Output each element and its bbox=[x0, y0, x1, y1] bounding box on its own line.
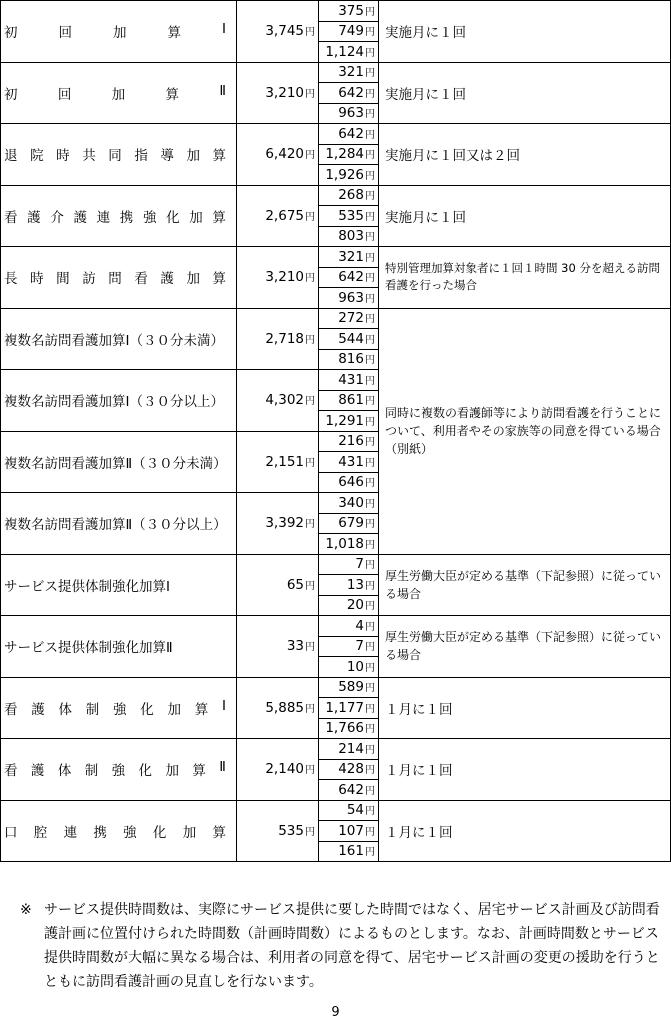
item-name-char: 化 bbox=[138, 763, 153, 780]
item-name-spread bbox=[4, 759, 236, 779]
yen-unit: 円 bbox=[365, 170, 375, 182]
sub-amount-value: 1,018 bbox=[325, 535, 364, 552]
unit-amount bbox=[237, 370, 319, 432]
yen-unit: 円 bbox=[365, 703, 375, 715]
sub-amount-value: 428 bbox=[338, 761, 364, 778]
sub-amount bbox=[319, 698, 379, 719]
item-name-char: 導 bbox=[160, 148, 174, 165]
sub-amount-value: 642 bbox=[338, 781, 364, 798]
item-name-char: 時 bbox=[30, 271, 44, 288]
item-name-char: 加 bbox=[111, 86, 126, 103]
yen-unit: 円 bbox=[305, 826, 315, 838]
sub-amount-value: 10 bbox=[346, 658, 364, 675]
sub-amount bbox=[319, 595, 379, 616]
yen-unit: 円 bbox=[365, 293, 375, 305]
sub-amount bbox=[319, 390, 379, 411]
yen-unit: 円 bbox=[365, 642, 375, 654]
amount-value: 2,140 bbox=[265, 761, 304, 778]
table-row bbox=[1, 800, 671, 821]
item-name-char: 回 bbox=[58, 25, 72, 42]
item-name-char: 加 bbox=[186, 271, 200, 288]
item-name bbox=[1, 185, 237, 247]
sub-amount bbox=[319, 554, 379, 575]
yen-unit: 円 bbox=[305, 27, 315, 39]
sub-amount-value: 1,926 bbox=[325, 166, 364, 183]
amount-value: 4,302 bbox=[265, 392, 304, 409]
item-note-text: １月に１回 bbox=[385, 763, 453, 780]
yen-unit: 円 bbox=[365, 457, 375, 469]
item-name bbox=[1, 62, 237, 124]
item-name-char: 訪 bbox=[82, 271, 96, 288]
sub-amount-value: 20 bbox=[346, 597, 364, 614]
sub-amount-value: 1,291 bbox=[325, 412, 364, 429]
sub-amount-value: 7 bbox=[355, 556, 364, 573]
item-name bbox=[1, 431, 237, 493]
item-name-char: 退 bbox=[4, 148, 18, 165]
amount-value: 33 bbox=[286, 638, 304, 655]
yen-unit: 円 bbox=[365, 621, 375, 633]
sub-amount bbox=[319, 616, 379, 637]
sub-amount-value: 340 bbox=[338, 494, 364, 511]
sub-amount-value: 431 bbox=[338, 371, 364, 388]
amount-value: 3,210 bbox=[265, 269, 304, 286]
item-name-char: 連 bbox=[96, 209, 111, 226]
item-name-char: 制 bbox=[85, 701, 100, 718]
yen-unit: 円 bbox=[365, 416, 375, 428]
item-note-text: 特別管理加算対象者に１回１時間 30 分を超える訪問看護を行った場合 bbox=[385, 261, 660, 293]
multi-visit-note bbox=[379, 308, 671, 554]
item-name-char: 加 bbox=[186, 148, 200, 165]
item-name-char: 算 bbox=[192, 763, 206, 780]
yen-unit: 円 bbox=[365, 150, 375, 162]
item-name-spread bbox=[4, 267, 236, 287]
item-name-char: 化 bbox=[166, 209, 180, 226]
yen-unit: 円 bbox=[365, 765, 375, 777]
item-name-text: 複数名訪問看護加算Ⅰ（３０分未満） bbox=[4, 332, 224, 349]
sub-amount bbox=[319, 841, 379, 862]
yen-unit: 円 bbox=[365, 355, 375, 367]
table-row bbox=[1, 554, 671, 575]
sub-amount bbox=[319, 472, 379, 493]
item-name-text: サービス提供体制強化加算Ⅰ bbox=[4, 578, 170, 595]
sub-amount bbox=[319, 657, 379, 678]
item-name-char: 院 bbox=[30, 148, 44, 165]
table-row bbox=[1, 124, 671, 145]
item-name-char: 回 bbox=[57, 86, 72, 103]
sub-amount-value: 963 bbox=[338, 105, 364, 122]
item-name bbox=[1, 493, 237, 555]
sub-amount-value: 268 bbox=[338, 187, 364, 204]
item-name-char: Ⅰ bbox=[222, 697, 226, 714]
yen-unit: 円 bbox=[365, 601, 375, 613]
yen-unit: 円 bbox=[305, 765, 315, 777]
unit-amount bbox=[237, 616, 319, 678]
sub-amount-value: 7 bbox=[355, 638, 364, 655]
sub-amount-value: 216 bbox=[338, 433, 364, 450]
sub-amount bbox=[319, 800, 379, 821]
sub-amount bbox=[319, 575, 379, 596]
yen-unit: 円 bbox=[365, 68, 375, 80]
item-name bbox=[1, 308, 237, 370]
sub-amount-value: 749 bbox=[338, 23, 364, 40]
yen-unit: 円 bbox=[365, 88, 375, 100]
sub-amount bbox=[319, 144, 379, 165]
item-name-char: 体 bbox=[57, 763, 72, 780]
sub-amount-value: 679 bbox=[338, 515, 364, 532]
sub-amount bbox=[319, 739, 379, 760]
yen-unit: 円 bbox=[365, 109, 375, 121]
amount-value: 3,210 bbox=[265, 84, 304, 101]
item-name-char: Ⅱ bbox=[219, 82, 226, 99]
sub-amount bbox=[319, 759, 379, 780]
item-note bbox=[379, 247, 671, 309]
table-row bbox=[1, 677, 671, 698]
multi-visit-note-text: 同時に複数の看護師等により訪問看護を行うことについて、利用者やその家族等の同意を得ている場合（別紙） bbox=[385, 406, 662, 456]
item-name-char: 間 bbox=[56, 271, 70, 288]
item-name-char: 加 bbox=[167, 701, 181, 718]
item-name-char: 強 bbox=[123, 824, 137, 841]
yen-unit: 円 bbox=[365, 498, 375, 510]
footnote bbox=[20, 898, 660, 994]
item-name-char: 加 bbox=[182, 824, 197, 841]
item-note-text: １月に１回 bbox=[385, 701, 453, 718]
yen-unit: 円 bbox=[305, 642, 315, 654]
item-name-char: 化 bbox=[140, 701, 154, 718]
item-name-char: 算 bbox=[212, 824, 226, 841]
item-name-text: 複数名訪問看護加算Ⅱ（３０分以上） bbox=[4, 517, 227, 534]
amount-value: 65 bbox=[286, 576, 304, 593]
yen-unit: 円 bbox=[305, 396, 315, 408]
item-name-char: Ⅰ bbox=[222, 21, 226, 38]
yen-unit: 円 bbox=[365, 232, 375, 244]
yen-unit: 円 bbox=[365, 662, 375, 674]
sub-amount bbox=[319, 329, 379, 350]
item-name bbox=[1, 616, 237, 678]
sub-amount bbox=[319, 21, 379, 42]
item-note-text: 実施月に１回又は２回 bbox=[385, 148, 520, 165]
sub-amount bbox=[319, 42, 379, 63]
unit-amount bbox=[237, 124, 319, 186]
yen-unit: 円 bbox=[365, 744, 375, 756]
item-name-char: 算 bbox=[194, 701, 209, 718]
item-name-spread bbox=[4, 206, 236, 226]
amount-value: 5,885 bbox=[265, 699, 304, 716]
sub-amount-value: 1,766 bbox=[325, 720, 364, 737]
sub-amount-value: 1,284 bbox=[325, 146, 364, 163]
yen-unit: 円 bbox=[365, 129, 375, 141]
item-name-spread bbox=[4, 144, 236, 164]
amount-value: 2,151 bbox=[265, 453, 304, 470]
sub-amount bbox=[319, 718, 379, 739]
item-note-text: 実施月に１回 bbox=[385, 25, 466, 42]
sub-amount-value: 1,177 bbox=[325, 699, 364, 716]
item-name bbox=[1, 677, 237, 739]
sub-amount-value: 375 bbox=[338, 2, 364, 19]
item-name bbox=[1, 800, 237, 862]
amount-value: 3,745 bbox=[265, 23, 304, 40]
item-name bbox=[1, 739, 237, 801]
item-name bbox=[1, 1, 237, 63]
yen-unit: 円 bbox=[365, 27, 375, 39]
sub-amount bbox=[319, 103, 379, 124]
amount-value: 2,718 bbox=[265, 330, 304, 347]
item-name-text: 複数名訪問看護加算Ⅱ（３０分未満） bbox=[4, 455, 227, 472]
item-name-char: 携 bbox=[119, 209, 134, 226]
item-note bbox=[379, 800, 671, 862]
item-note-text: 実施月に１回 bbox=[385, 86, 466, 103]
item-note bbox=[379, 185, 671, 247]
amount-value: 6,420 bbox=[265, 146, 304, 163]
unit-amount bbox=[237, 554, 319, 616]
item-name-char: 同 bbox=[108, 148, 122, 165]
item-note bbox=[379, 62, 671, 124]
yen-unit: 円 bbox=[365, 334, 375, 346]
unit-amount bbox=[237, 185, 319, 247]
yen-unit: 円 bbox=[365, 6, 375, 18]
item-name-char: 加 bbox=[165, 763, 179, 780]
item-note bbox=[379, 677, 671, 739]
yen-unit: 円 bbox=[365, 273, 375, 285]
item-name-spread bbox=[4, 698, 236, 718]
yen-unit: 円 bbox=[365, 519, 375, 531]
table-row bbox=[1, 185, 671, 206]
item-name-char: 口 bbox=[4, 824, 18, 841]
item-name-char: 護 bbox=[160, 271, 174, 288]
yen-unit: 円 bbox=[365, 252, 375, 264]
footnote-mark: ※ bbox=[20, 902, 32, 918]
item-name-spread bbox=[4, 21, 236, 41]
item-note-text: 厚生労働大臣が定める基準（下記参照）に従っている場合 bbox=[385, 630, 662, 663]
sub-amount bbox=[319, 165, 379, 186]
yen-unit: 円 bbox=[305, 334, 315, 346]
unit-amount bbox=[237, 739, 319, 801]
unit-amount bbox=[237, 62, 319, 124]
item-name-char: 加 bbox=[113, 25, 127, 42]
sub-amount-value: 816 bbox=[338, 351, 364, 368]
sub-amount bbox=[319, 185, 379, 206]
item-name-char: 腔 bbox=[33, 824, 48, 841]
item-name-text: 複数名訪問看護加算Ⅰ（３０分以上） bbox=[4, 394, 224, 411]
sub-amount-value: 963 bbox=[338, 289, 364, 306]
yen-unit: 円 bbox=[365, 396, 375, 408]
sub-amount-value: 161 bbox=[338, 843, 364, 860]
sub-amount bbox=[319, 1, 379, 22]
yen-unit: 円 bbox=[365, 806, 375, 818]
item-name-spread bbox=[4, 821, 236, 841]
yen-unit: 円 bbox=[365, 314, 375, 326]
sub-amount bbox=[319, 493, 379, 514]
sub-amount-value: 54 bbox=[346, 802, 364, 819]
sub-amount-value: 107 bbox=[338, 822, 364, 839]
unit-amount bbox=[237, 800, 319, 862]
sub-amount bbox=[319, 677, 379, 698]
amount-value: 535 bbox=[278, 822, 304, 839]
item-name-char: 加 bbox=[189, 209, 203, 226]
sub-amount bbox=[319, 62, 379, 83]
yen-unit: 円 bbox=[305, 580, 315, 592]
amount-value: 2,675 bbox=[265, 207, 304, 224]
yen-unit: 円 bbox=[365, 785, 375, 797]
unit-amount bbox=[237, 677, 319, 739]
unit-amount bbox=[237, 493, 319, 555]
item-name-char: 指 bbox=[134, 148, 148, 165]
yen-unit: 円 bbox=[365, 191, 375, 203]
yen-unit: 円 bbox=[365, 375, 375, 387]
item-name-char: 強 bbox=[113, 701, 127, 718]
table-row bbox=[1, 616, 671, 637]
sub-amount bbox=[319, 452, 379, 473]
yen-unit: 円 bbox=[365, 683, 375, 695]
fee-table-body bbox=[1, 1, 671, 862]
sub-amount-value: 642 bbox=[338, 269, 364, 286]
yen-unit: 円 bbox=[365, 437, 375, 449]
item-note-text: 実施月に１回 bbox=[385, 209, 466, 226]
sub-amount-value: 642 bbox=[338, 84, 364, 101]
table-row bbox=[1, 739, 671, 760]
item-name-char: Ⅱ bbox=[219, 759, 226, 776]
yen-unit: 円 bbox=[305, 211, 315, 223]
item-name-char: 共 bbox=[82, 148, 96, 165]
sub-amount-value: 4 bbox=[355, 617, 364, 634]
sub-amount-value: 861 bbox=[338, 392, 364, 409]
sub-amount-value: 214 bbox=[338, 740, 364, 757]
item-name-char: 看 bbox=[4, 763, 18, 780]
sub-amount bbox=[319, 83, 379, 104]
sub-amount bbox=[319, 308, 379, 329]
item-name bbox=[1, 370, 237, 432]
item-name-char: 体 bbox=[58, 701, 72, 718]
item-name-char: 連 bbox=[63, 824, 78, 841]
amount-value: 3,392 bbox=[265, 515, 304, 532]
yen-unit: 円 bbox=[365, 560, 375, 572]
table-row bbox=[1, 308, 671, 329]
item-name-char: 介 bbox=[50, 209, 64, 226]
sub-amount bbox=[319, 267, 379, 288]
item-name-char: 看 bbox=[4, 701, 18, 718]
sub-amount bbox=[319, 349, 379, 370]
item-name-char: 初 bbox=[4, 25, 18, 42]
yen-unit: 円 bbox=[365, 826, 375, 838]
item-name-char: 強 bbox=[111, 763, 126, 780]
item-note bbox=[379, 1, 671, 63]
item-name-char: 強 bbox=[142, 209, 157, 226]
item-name bbox=[1, 554, 237, 616]
sub-amount-value: 13 bbox=[346, 576, 364, 593]
yen-unit: 円 bbox=[365, 539, 375, 551]
sub-amount bbox=[319, 124, 379, 145]
yen-unit: 円 bbox=[305, 703, 315, 715]
table-row bbox=[1, 247, 671, 268]
unit-amount bbox=[237, 247, 319, 309]
sub-amount bbox=[319, 206, 379, 227]
page-number: 9 bbox=[331, 1005, 340, 1020]
item-name-char: 算 bbox=[167, 25, 181, 42]
yen-unit: 円 bbox=[365, 580, 375, 592]
yen-unit: 円 bbox=[365, 47, 375, 59]
sub-amount bbox=[319, 411, 379, 432]
sub-amount-value: 321 bbox=[338, 64, 364, 81]
yen-unit: 円 bbox=[365, 847, 375, 859]
item-name-char: 護 bbox=[30, 763, 45, 780]
item-name-char: 制 bbox=[84, 763, 99, 780]
sub-amount-value: 431 bbox=[338, 453, 364, 470]
sub-amount bbox=[319, 513, 379, 534]
item-name-char: 算 bbox=[212, 271, 226, 288]
item-name-char: 時 bbox=[56, 148, 70, 165]
item-note bbox=[379, 554, 671, 616]
item-name-char: 長 bbox=[4, 271, 18, 288]
item-name bbox=[1, 247, 237, 309]
item-note-text: １月に１回 bbox=[385, 824, 453, 841]
yen-unit: 円 bbox=[305, 519, 315, 531]
sub-amount bbox=[319, 288, 379, 309]
item-note bbox=[379, 616, 671, 678]
item-name-char: 護 bbox=[27, 209, 41, 226]
table-row bbox=[1, 1, 671, 22]
unit-amount bbox=[237, 1, 319, 63]
item-note bbox=[379, 739, 671, 801]
yen-unit: 円 bbox=[365, 724, 375, 736]
sub-amount bbox=[319, 431, 379, 452]
item-name-char: 看 bbox=[134, 271, 148, 288]
item-name-char: 算 bbox=[212, 209, 226, 226]
yen-unit: 円 bbox=[305, 150, 315, 162]
sub-amount-value: 272 bbox=[338, 310, 364, 327]
footnote-text: サービス提供時間数は、実際にサービス提供に要した時間ではなく、居宅サービス計画及び訪問看護計画に位置付けられた時間数（計画時間数）によるものとします。なお、計画時間数とサービス提供時間数が大幅に異なる場合は、利用者の同意を得て、居宅サービス計画の変更の援助を行うとともに訪問看護計画の見直しを行ないます。 bbox=[44, 902, 660, 990]
sub-amount-value: 803 bbox=[338, 228, 364, 245]
item-name-char: 算 bbox=[165, 86, 179, 103]
yen-unit: 円 bbox=[305, 88, 315, 100]
sub-amount bbox=[319, 534, 379, 555]
unit-amount bbox=[237, 431, 319, 493]
item-name-char: 問 bbox=[108, 271, 122, 288]
yen-unit: 円 bbox=[305, 457, 315, 469]
item-name-text: サービス提供体制強化加算Ⅱ bbox=[4, 640, 173, 657]
sub-amount bbox=[319, 247, 379, 268]
sub-amount bbox=[319, 821, 379, 842]
item-name-char: 化 bbox=[152, 824, 167, 841]
sub-amount bbox=[319, 226, 379, 247]
item-note-text: 厚生労働大臣が定める基準（下記参照）に従っている場合 bbox=[385, 568, 662, 601]
yen-unit: 円 bbox=[305, 273, 315, 285]
sub-amount bbox=[319, 370, 379, 391]
sub-amount-value: 321 bbox=[338, 248, 364, 265]
item-name-char: 看 bbox=[4, 209, 18, 226]
item-name-char: 初 bbox=[4, 86, 18, 103]
item-name-char: 携 bbox=[93, 824, 107, 841]
yen-unit: 円 bbox=[365, 478, 375, 490]
item-name-char: 算 bbox=[212, 148, 226, 165]
item-name-char: 護 bbox=[31, 701, 45, 718]
sub-amount-value: 1,124 bbox=[325, 43, 364, 60]
sub-amount bbox=[319, 780, 379, 801]
sub-amount-value: 544 bbox=[338, 330, 364, 347]
sub-amount-value: 535 bbox=[338, 207, 364, 224]
sub-amount-value: 642 bbox=[338, 125, 364, 142]
unit-amount bbox=[237, 308, 319, 370]
item-name-char: 護 bbox=[73, 209, 87, 226]
sub-amount bbox=[319, 636, 379, 657]
sub-amount-value: 589 bbox=[338, 679, 364, 696]
table-row bbox=[1, 62, 671, 83]
item-name-spread bbox=[4, 83, 236, 103]
item-name bbox=[1, 124, 237, 186]
sub-amount-value: 646 bbox=[338, 474, 364, 491]
item-note bbox=[379, 124, 671, 186]
yen-unit: 円 bbox=[365, 211, 375, 223]
